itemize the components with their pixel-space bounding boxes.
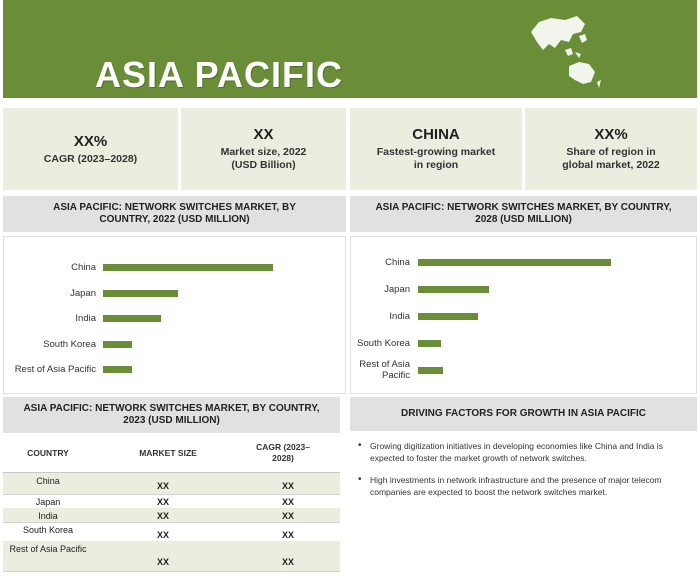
cell-cagr: XX	[281, 530, 294, 540]
kpi-value: XX%	[73, 132, 108, 150]
cell-market-size: XX	[156, 557, 169, 567]
cell-cagr: XX	[281, 497, 294, 507]
cell-country: Rest of Asia Pacific	[9, 544, 87, 554]
chart-2022-title: ASIA PACIFIC: NETWORK SWITCHES MARKET, BY COUNTRY, 2022 (USD MILLION)	[3, 196, 346, 232]
cell-country: Japan	[35, 497, 61, 507]
chart-2028-title: ASIA PACIFIC: NETWORK SWITCHES MARKET, BY COUNTRY, 2028 (USD MILLION)	[350, 196, 697, 232]
page-title: ASIA PACIFIC	[95, 54, 344, 95]
bar	[103, 366, 132, 373]
chart-2028-panel	[350, 236, 697, 394]
category-label: Japan	[384, 284, 410, 295]
table-row	[3, 494, 340, 509]
category-label: China	[71, 262, 96, 273]
cell-market-size: XX	[156, 530, 169, 540]
category-label: South Korea	[357, 338, 410, 349]
bar	[418, 286, 489, 293]
kpi-cagr	[3, 108, 178, 190]
kpi-value: XX	[253, 126, 274, 143]
category-label: South Korea	[43, 338, 96, 350]
cell-cagr: XX	[281, 481, 294, 491]
category-label: India	[389, 311, 410, 322]
category-label: Rest of Asia Pacific	[359, 359, 410, 381]
table-row	[3, 541, 340, 572]
category-label: India	[75, 313, 96, 324]
bullet-icon: •	[358, 474, 362, 485]
kpi-fastest-market	[350, 108, 522, 190]
table-row	[3, 473, 340, 495]
bar	[103, 315, 161, 322]
table-title: ASIA PACIFIC: NETWORK SWITCHES MARKET, BY COUNTRY, 2023 (USD MILLION)	[3, 397, 340, 433]
driver-item: • High investments in network infrastructure and the presence of major telecom companies are expected to boost the network switches market.	[358, 474, 662, 497]
cell-country: China	[36, 476, 60, 486]
kpi-value: XX%	[594, 126, 628, 143]
col-header-market-size: MARKET SIZE	[139, 448, 197, 458]
cell-market-size: XX	[156, 481, 169, 491]
bar	[418, 313, 478, 320]
col-header-cagr: CAGR (2023–2028)	[256, 442, 310, 463]
kpi-value: CHINA	[412, 126, 460, 143]
kpi-regional-share	[525, 108, 697, 190]
kpi-group-right	[350, 108, 697, 190]
bar	[418, 259, 611, 266]
bar	[418, 340, 441, 347]
table-row	[3, 508, 340, 523]
table-header	[3, 436, 340, 473]
cell-cagr: XX	[281, 511, 294, 521]
bar	[418, 367, 443, 374]
category-label: China	[385, 257, 410, 268]
driver-item: • Growing digitization initiatives in developing economies like China and India is expected to foster the market growth of network switches.	[358, 440, 663, 463]
category-label: Rest of Asia Pacific	[14, 364, 96, 375]
bar	[103, 341, 132, 348]
kpi-label: Fastest-growing market in region	[376, 146, 496, 171]
col-header-country: COUNTRY	[27, 448, 69, 458]
cell-market-size: XX	[156, 497, 169, 507]
cell-cagr: XX	[281, 557, 294, 567]
bullet-icon: •	[358, 440, 362, 451]
kpi-market-size	[181, 108, 346, 190]
cell-market-size: XX	[156, 511, 169, 521]
kpi-group-left	[3, 108, 346, 190]
drivers-title: DRIVING FACTORS FOR GROWTH IN ASIA PACIFIC	[350, 397, 697, 431]
kpi-label: Market size, 2022 (USD Billion)	[220, 146, 307, 171]
cell-country: South Korea	[22, 525, 74, 535]
cell-country: India	[38, 511, 58, 521]
category-label: Japan	[70, 287, 96, 299]
kpi-label: Share of region in global market, 2022	[562, 146, 660, 171]
table-row	[3, 522, 340, 542]
header-banner	[3, 0, 697, 98]
chart-2022-panel	[3, 236, 346, 394]
bar	[103, 264, 273, 271]
asia-pacific-map-icon	[525, 10, 603, 90]
kpi-label: CAGR (2023–2028)	[43, 152, 138, 165]
bar	[103, 290, 178, 297]
